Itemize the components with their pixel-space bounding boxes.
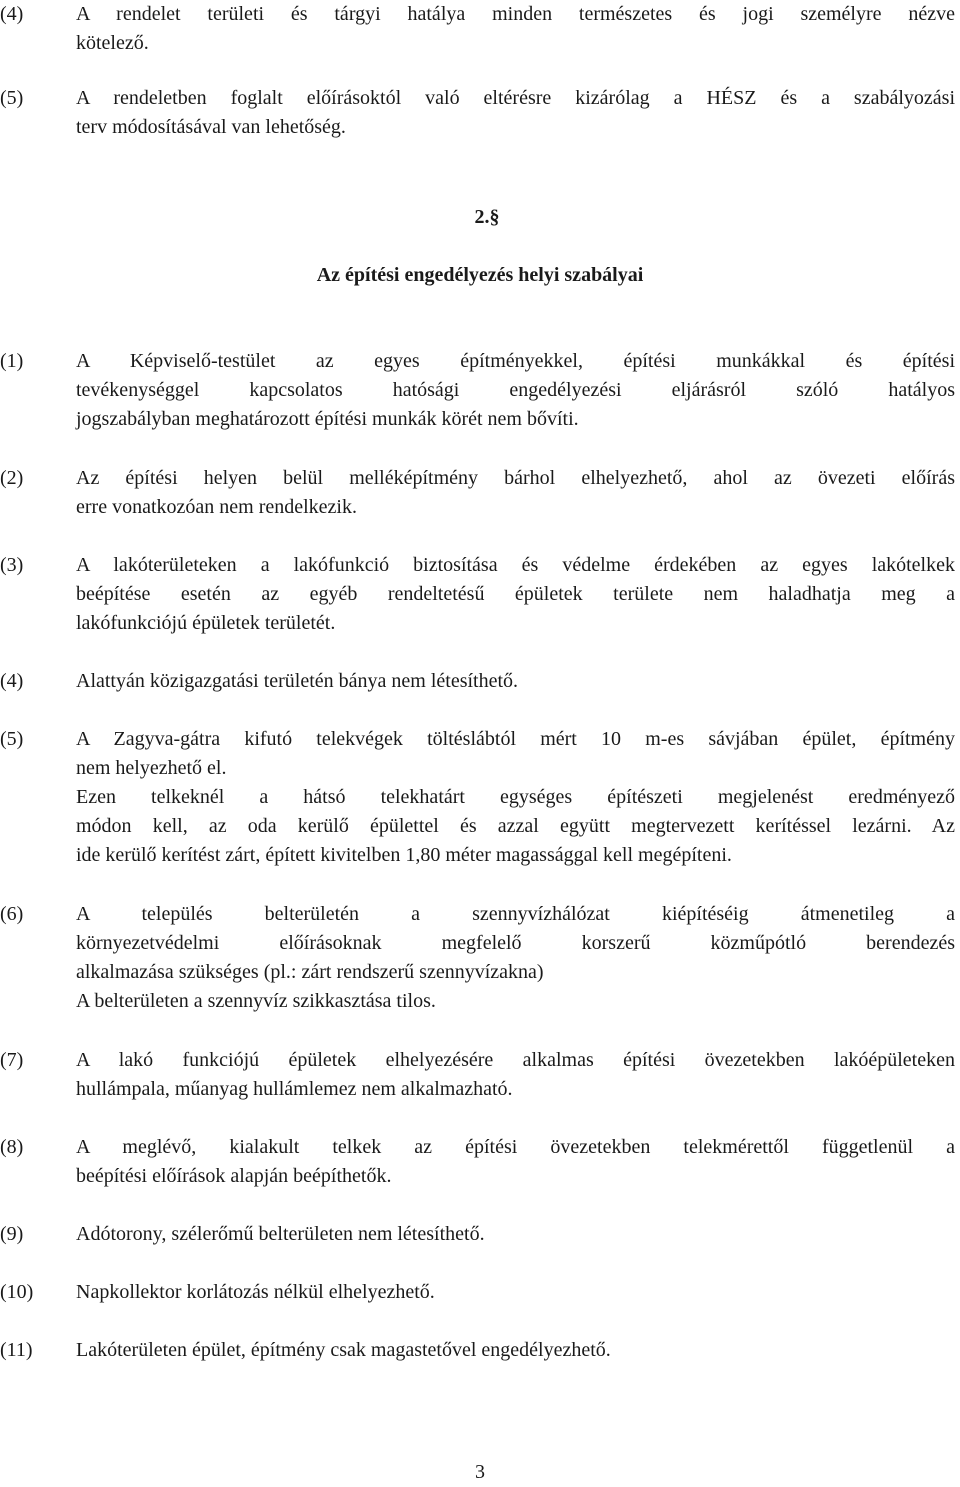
paragraph-5 <box>0 725 955 870</box>
paragraph-text: A rendeletben foglalt előírásoktól való eltérésre kizárólag a HÉSZ és a szabályozási terv módosításával van lehetőség. <box>76 87 955 138</box>
paragraph-number: (1) <box>0 350 24 372</box>
section-title: Az építési engedélyezés helyi szabályai <box>316 264 644 286</box>
paragraph-text: A meglévő, kialakult telkek az építési övezetekben telekmérettől függetlenül a beépítési előírások alapján beépíthetők. <box>76 1136 955 1187</box>
paragraph-text: Alattyán közigazgatási területén bánya nem létesíthető. <box>76 670 519 692</box>
paragraph-number: (5) <box>0 728 24 750</box>
paragraph-number: (9) <box>0 1223 24 1245</box>
paragraph-2 <box>0 464 955 522</box>
paragraph-number: (10) <box>0 1281 34 1303</box>
page-number: 3 <box>475 1461 485 1483</box>
paragraph-11 <box>0 1336 955 1365</box>
paragraph-text: A lakóterületeken a lakófunkció biztosítása és védelme érdekében az egyes lakótelkek beépítése esetén az egyéb rendeltetésű épületek területe nem haladhatja meg a lakófunkciójú épületek területét. <box>76 554 955 634</box>
paragraph-10 <box>0 1278 955 1307</box>
paragraph-9 <box>0 1220 955 1249</box>
paragraph-1 <box>0 347 955 434</box>
paragraph-number: (7) <box>0 1049 24 1071</box>
paragraph-text: Az építési helyen belül melléképítmény bárhol elhelyezhető, ahol az övezeti előírás erre vonatkozóan nem rendelkezik. <box>76 467 955 518</box>
paragraph-top-5 <box>0 84 955 142</box>
paragraph-number: (4) <box>0 3 24 25</box>
paragraph-text: A Zagyva-gátra kifutó telekvégek töltéslábtól mért 10 m-es sávjában épület, építmény nem helyezhető el. Ezen telkeknél a hátsó telekhatárt egységes építészeti megjelenést eredményező módon kell, az oda kerülő épülettel és azzal együtt megtervezett kerítéssel lezárni. Az ide kerülő kerítést zárt, épített kivitelben 1,80 méter magassággal kell megépíteni. <box>76 728 955 866</box>
paragraph-number: (5) <box>0 87 24 109</box>
paragraph-number: (8) <box>0 1136 24 1158</box>
paragraph-6 <box>0 900 955 1016</box>
paragraph-text: Napkollektor korlátozás nélkül elhelyezhető. <box>76 1281 435 1303</box>
paragraph-number: (11) <box>0 1339 33 1361</box>
paragraph-text: A Képviselő-testület az egyes építményekkel, építési munkákkal és építési tevékenységgel kapcsolatos hatósági engedélyezési eljárásról szóló hatályos jogszabályban meghatározott építési munkák körét nem bővíti. <box>76 350 955 430</box>
paragraph-number: (2) <box>0 467 24 489</box>
section-number: 2.§ <box>474 206 500 228</box>
paragraph-text: Lakóterületen épület, építmény csak magastetővel engedélyezhető. <box>76 1339 611 1361</box>
paragraph-text: Adótorony, szélerőmű belterületen nem létesíthető. <box>76 1223 485 1245</box>
paragraph-number: (6) <box>0 903 24 925</box>
paragraph-number: (4) <box>0 670 24 692</box>
paragraph-7 <box>0 1046 955 1104</box>
paragraph-8 <box>0 1133 955 1191</box>
paragraph-text: A rendelet területi és tárgyi hatálya minden természetes és jogi személyre nézve kötelező. <box>76 3 955 54</box>
paragraph-text: A lakó funkciójú épületek elhelyezésére alkalmas építési övezetekben lakóépületeken hullámpala, műanyag hullámlemez nem alkalmazható. <box>76 1049 955 1100</box>
paragraph-3 <box>0 551 955 638</box>
paragraph-text: A település belterületén a szennyvízhálózat kiépítéséig átmenetileg a környezetvédelmi előírásoknak megfelelő korszerű közműpótló berendezés alkalmazása szükséges (pl.: zárt rendszerű szennyvízakna) A belterületen a szennyvíz szikkasztása tilos. <box>76 903 955 1012</box>
paragraph-top-4 <box>0 0 955 58</box>
paragraph-number: (3) <box>0 554 24 576</box>
paragraph-4 <box>0 667 955 696</box>
